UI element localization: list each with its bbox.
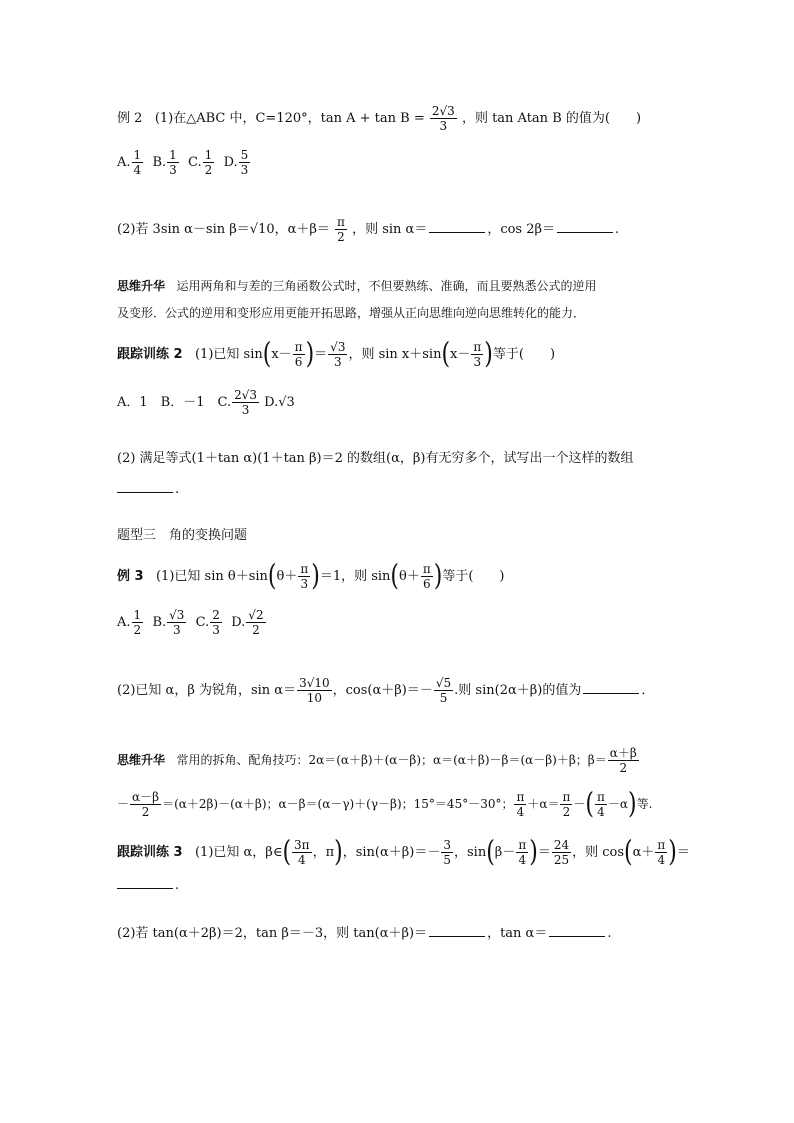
answer-blank[interactable]	[583, 679, 639, 694]
thinking-note-1: 思维升华 运用两角和与差的三角函数公式时，不但要熟练、准确，而且要熟悉公式的逆用	[117, 279, 597, 293]
example-3-options: A. $\frac{1}{2}$ B. $\frac{√3}{3}$ C. $\frac{2}{3}$ D. $\frac{√2}{2}$	[117, 608, 264, 637]
answer-blank[interactable]	[429, 218, 485, 233]
answer-blank[interactable]	[429, 922, 485, 937]
thinking-note-2-cont: － $\frac{\alpha-\beta}{2}$ ＝(α＋2β)－(α＋β)；α－β＝(α－γ)＋(γ－β)；15°＝45°－30°； $\frac{\pi}{4}$ ＋α＝ $\frac{\pi}{2}$ －( $\frac{\pi}{4}$ －α)等.	[117, 787, 653, 821]
example-2-question-1: 例 2 (1)在△ABC 中，C=120°，tan A + tan B = $\frac{2√3}{3}$ ，则 tan Atan B 的值为( )	[117, 104, 642, 133]
tracking-exercise-3-answer-line: .	[117, 874, 694, 895]
exercise-label: 跟踪训练 2	[117, 347, 183, 362]
option-c: C.	[188, 155, 202, 170]
tracking-exercise-2-question-2: (2) 满足等式(1＋tan α)(1＋tan β)＝2 的数组(α，β)有无穷多个，试写出一个这样的数组	[117, 451, 634, 466]
note-label: 思维升华	[117, 279, 166, 293]
option-a: A.	[117, 155, 131, 170]
answer-blank[interactable]	[117, 874, 173, 889]
section-title: 题型三 角的变换问题	[117, 528, 248, 543]
example-label: 例 2	[117, 111, 143, 126]
thinking-note-2: 思维升华 常用的拆角、配角技巧：2α＝(α＋β)＋(α－β)；α＝(α＋β)－β＝(α－β)＋β；β＝ $\frac{\alpha+\beta}{2}$	[117, 746, 637, 775]
tracking-exercise-2-question-1: 跟踪训练 2 (1)已知 sin(x－ $\frac{\pi}{6}$ )＝ $\frac{√3}{3}$ ，则 sin x＋sin(x－ $\frac{\pi}{3}$ )等于( )	[117, 337, 556, 371]
example-2-question-2: (2)若 3sin α－sin β＝√10，α＋β＝ $\frac{\pi}{2}$ ，则 sin α＝ ，cos 2β＝ .	[117, 215, 620, 244]
answer-blank[interactable]	[549, 922, 605, 937]
answer-blank[interactable]	[557, 218, 613, 233]
example-3-question-2: (2)已知 α，β 为锐角，sin α＝ $\frac{3√10}{10}$ ，cos(α＋β)＝－ $\frac{√5}{5}$ .则 sin(2α＋β)的值为 ．	[117, 676, 655, 705]
tracking-exercise-3-question-2: (2)若 tan(α＋2β)＝2，tan β＝－3，则 tan(α＋β)＝ ，tan α＝ .	[117, 922, 694, 943]
tracking-exercise-3-question-1: 跟踪训练 3 (1)已知 α，β∈( $\frac{3\pi}{4}$ ，π)，sin(α＋β)＝－ $\frac{3}{5}$ ，sin(β－ $\frac{\pi}{4}$ )＝ $\frac{24}{25}$ ，则 cos(α＋ $\frac{\pi}{4}$ )＝	[117, 835, 690, 869]
tracking-exercise-2-options: A．1 B．－1 C. $\frac{2√3}{3}$ D.√3	[117, 388, 295, 417]
example-2-options: A. $\frac{1}{4}$ B. $\frac{1}{3}$ C. $\frac{1}{2}$ D. $\frac{5}{3}$	[117, 148, 249, 177]
tracking-exercise-2-answer-line: .	[117, 478, 694, 499]
fraction: $\frac{2√3}{3}$	[431, 104, 455, 133]
example-label: 例 3	[117, 569, 144, 584]
option-d: D.	[223, 155, 238, 170]
answer-blank[interactable]	[117, 478, 173, 493]
thinking-note-1-cont: 及变形．公式的逆用和变形应用更能开拓思路，增强从正向思维向逆向思维转化的能力．	[117, 306, 586, 320]
option-b: B.	[152, 155, 167, 170]
example-3-question-1: 例 3 (1)已知 sin θ＋sin(θ＋ $\frac{\pi}{3}$ )＝1，则 sin(θ＋ $\frac{\pi}{6}$ )等于( )	[117, 559, 505, 593]
